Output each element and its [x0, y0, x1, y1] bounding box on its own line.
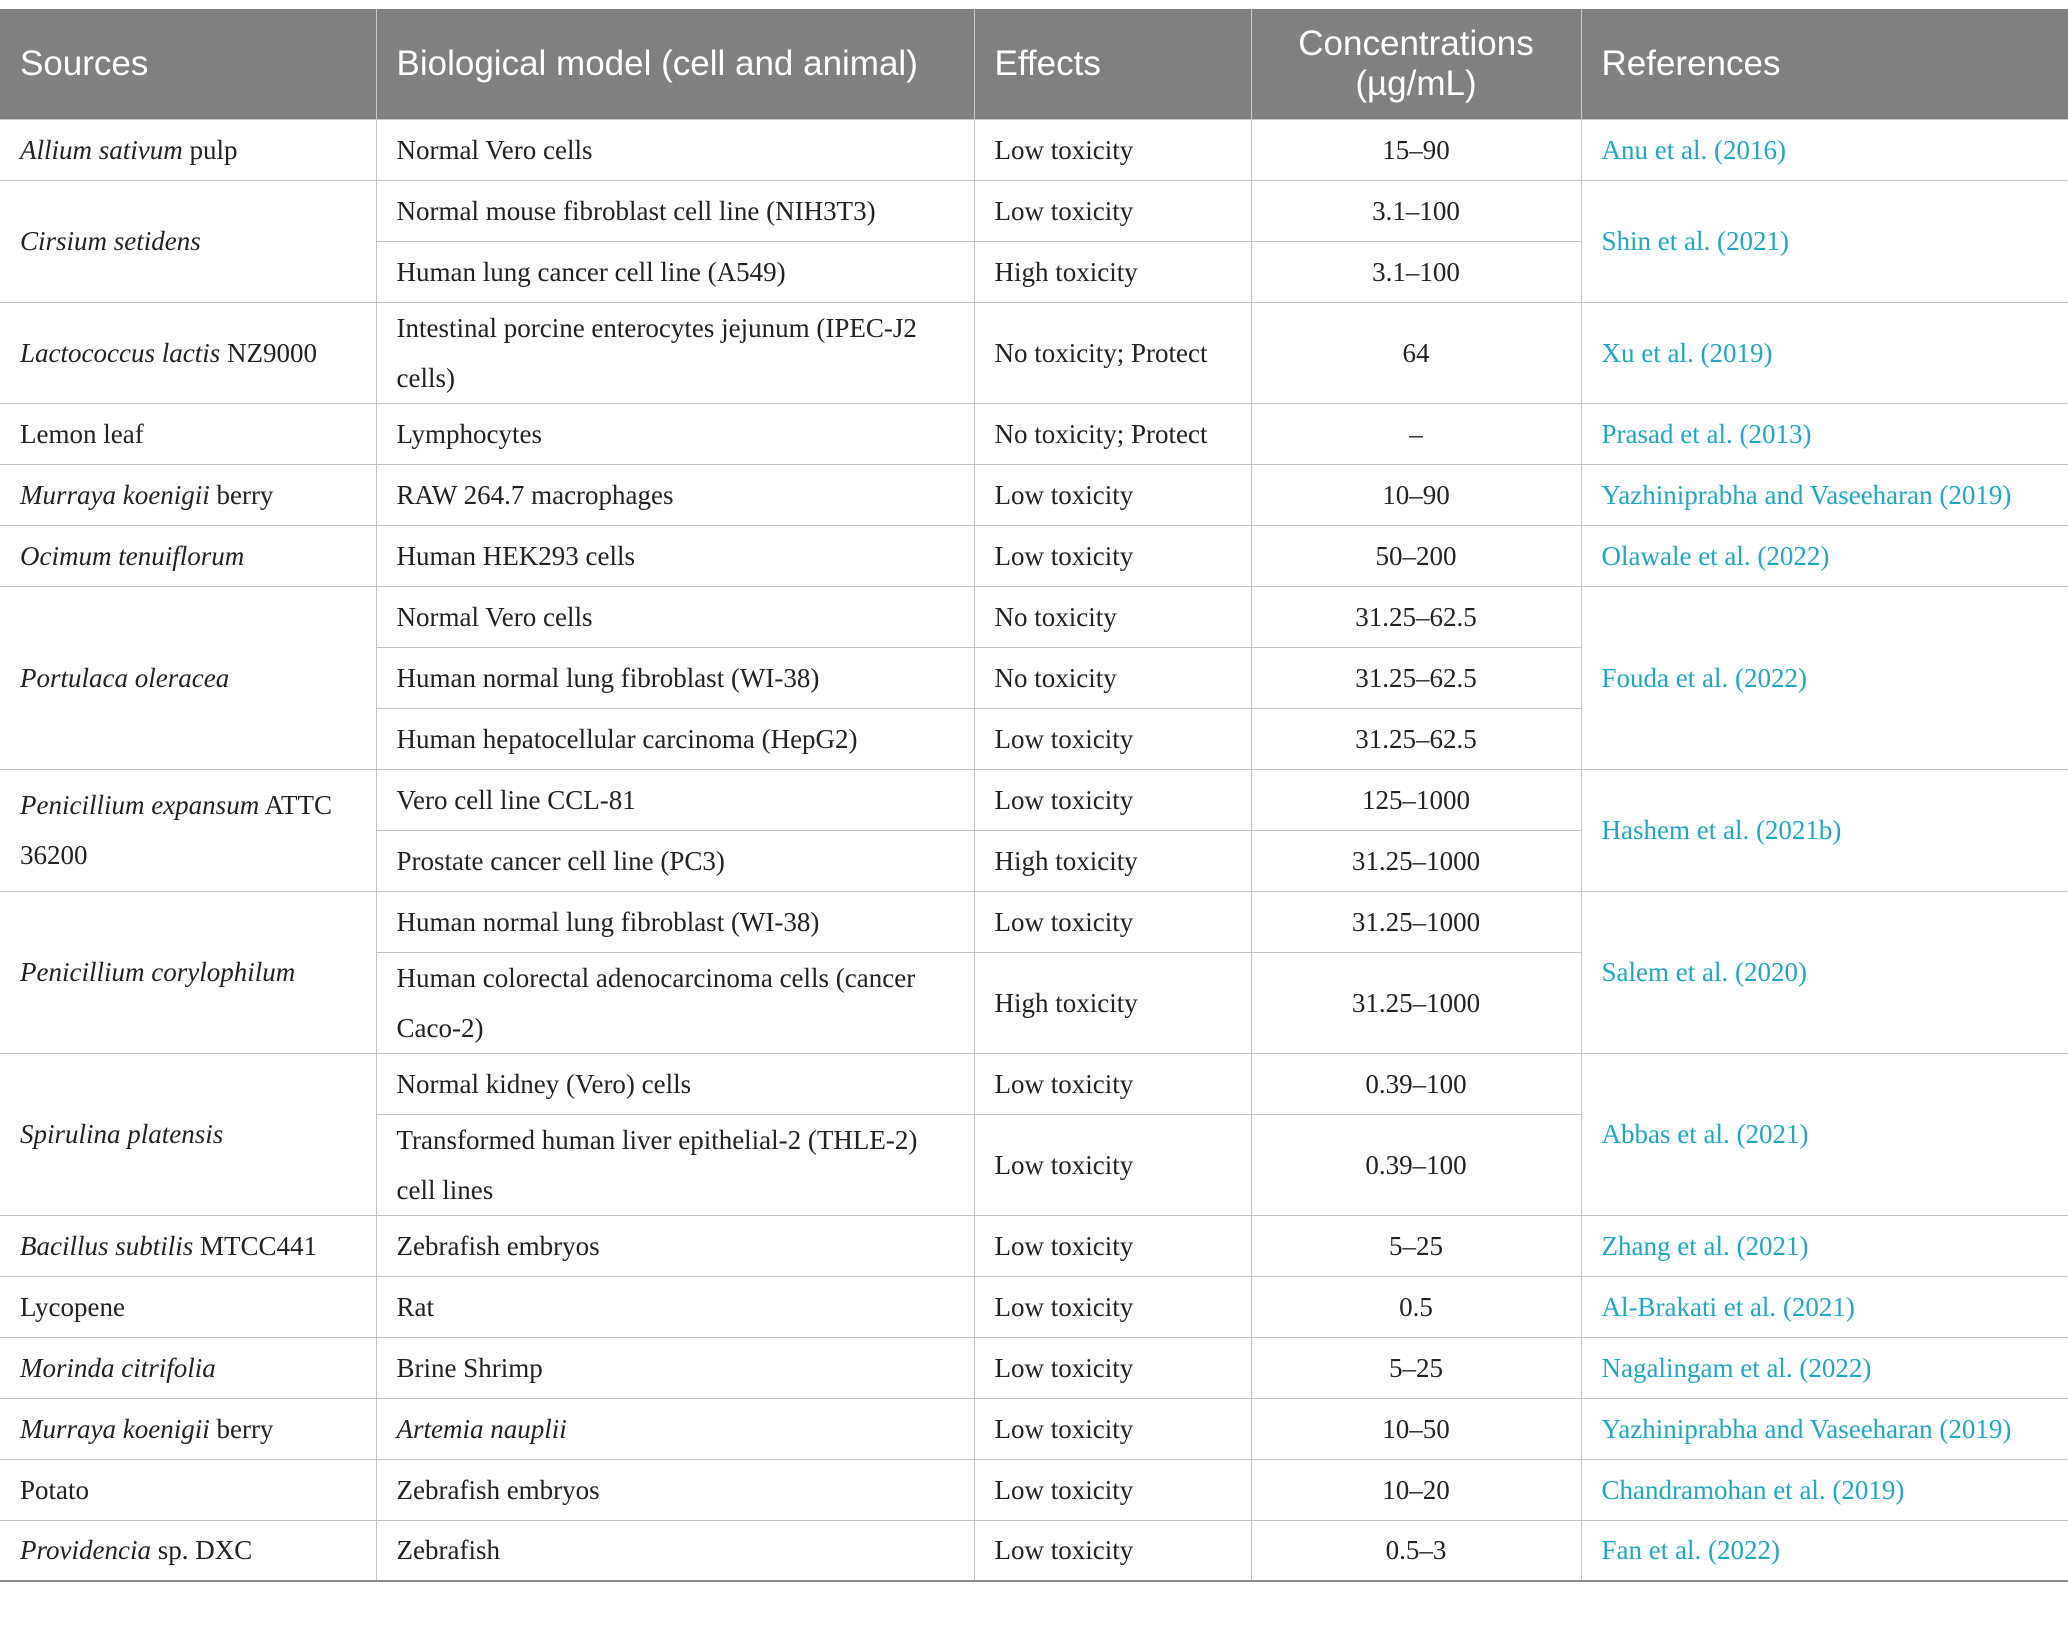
table-row [0, 180, 2068, 241]
model-cell: Intestinal porcine enterocytes jejunum (IPEC-J2 cells) [376, 302, 974, 403]
model-italic: Artemia nauplii [396, 1413, 567, 1444]
effect-cell: Low toxicity [974, 464, 1251, 525]
source-italic: Murraya koenigii [20, 1413, 210, 1444]
reference-link[interactable]: Abbas et al. (2021) [1581, 1053, 2068, 1215]
source-cell [0, 119, 376, 180]
model-cell: Human hepatocellular carcinoma (HepG2) [376, 708, 974, 769]
source-cell [0, 1459, 376, 1520]
model-cell: RAW 264.7 macrophages [376, 464, 974, 525]
header-row [0, 9, 2068, 119]
effect-cell: Low toxicity [974, 891, 1251, 952]
source-plain: Lemon leaf [20, 418, 144, 449]
effect-cell: Low toxicity [974, 769, 1251, 830]
effect-cell: Low toxicity [974, 1337, 1251, 1398]
toxicity-table [0, 9, 2068, 1582]
concentration-cell: 31.25–1000 [1251, 891, 1581, 952]
table-row [0, 525, 2068, 586]
source-italic: Portulaca oleracea [20, 662, 230, 693]
effect-cell: Low toxicity [974, 1398, 1251, 1459]
concentration-cell: 31.25–62.5 [1251, 647, 1581, 708]
effect-cell: Low toxicity [974, 1459, 1251, 1520]
source-cell [0, 180, 376, 302]
model-cell: Normal Vero cells [376, 586, 974, 647]
reference-link[interactable]: Prasad et al. (2013) [1581, 403, 2068, 464]
model-cell: Transformed human liver epithelial-2 (THLE-2) cell lines [376, 1114, 974, 1215]
concentration-cell: 31.25–1000 [1251, 952, 1581, 1053]
reference-link[interactable]: Yazhiniprabha and Vaseeharan (2019) [1581, 464, 2068, 525]
model-cell: Human normal lung fibroblast (WI-38) [376, 647, 974, 708]
effect-cell: High toxicity [974, 830, 1251, 891]
reference-link[interactable]: Fan et al. (2022) [1581, 1520, 2068, 1581]
effect-cell: Low toxicity [974, 708, 1251, 769]
concentration-cell: 5–25 [1251, 1337, 1581, 1398]
source-cell [0, 1337, 376, 1398]
effect-cell: No toxicity; Protect [974, 403, 1251, 464]
table-row [0, 1053, 2068, 1114]
table-row [0, 1337, 2068, 1398]
effect-cell: No toxicity [974, 647, 1251, 708]
source-cell [0, 1520, 376, 1581]
concentration-cell: 0.5–3 [1251, 1520, 1581, 1581]
source-cell [0, 302, 376, 403]
model-cell: Zebrafish embryos [376, 1459, 974, 1520]
model-cell: Prostate cancer cell line (PC3) [376, 830, 974, 891]
header-biological-model: Biological model (cell and animal) [376, 9, 974, 119]
table-row [0, 769, 2068, 830]
source-italic: Bacillus subtilis [20, 1230, 194, 1261]
concentration-cell: 31.25–62.5 [1251, 708, 1581, 769]
model-cell: Normal kidney (Vero) cells [376, 1053, 974, 1114]
reference-link[interactable]: Hashem et al. (2021b) [1581, 769, 2068, 891]
source-plain: sp. DXC [150, 1535, 253, 1566]
effect-cell: Low toxicity [974, 1114, 1251, 1215]
table-row [0, 1520, 2068, 1581]
concentration-cell: 10–90 [1251, 464, 1581, 525]
concentration-cell: 3.1–100 [1251, 180, 1581, 241]
model-cell: Brine Shrimp [376, 1337, 974, 1398]
source-italic: Penicillium corylophilum [20, 957, 296, 987]
source-plain: berry [209, 479, 274, 510]
effect-cell: Low toxicity [974, 1215, 1251, 1276]
source-cell [0, 1215, 376, 1276]
effect-cell: High toxicity [974, 952, 1251, 1053]
source-italic: Murraya koenigii [20, 479, 210, 510]
table-row [0, 119, 2068, 180]
effect-cell: No toxicity; Protect [974, 302, 1251, 403]
concentration-cell: 31.25–62.5 [1251, 586, 1581, 647]
reference-link[interactable]: Fouda et al. (2022) [1581, 586, 2068, 769]
source-italic: Ocimum tenuiflorum [20, 540, 245, 571]
model-cell: Rat [376, 1276, 974, 1337]
source-plain: MTCC441 [193, 1230, 318, 1261]
model-cell [376, 1398, 974, 1459]
source-plain: ATTC 36200 [20, 790, 332, 870]
concentration-cell: 10–20 [1251, 1459, 1581, 1520]
effect-cell: High toxicity [974, 241, 1251, 302]
concentration-cell: 31.25–1000 [1251, 830, 1581, 891]
source-italic: Morinda citrifolia [20, 1352, 216, 1383]
reference-link[interactable]: Anu et al. (2016) [1581, 119, 2068, 180]
table-row [0, 1398, 2068, 1459]
model-cell: Human normal lung fibroblast (WI-38) [376, 891, 974, 952]
concentration-cell: 10–50 [1251, 1398, 1581, 1459]
model-cell: Zebrafish [376, 1520, 974, 1581]
reference-link[interactable]: Nagalingam et al. (2022) [1581, 1337, 2068, 1398]
concentration-cell: 0.39–100 [1251, 1053, 1581, 1114]
source-plain: Potato [20, 1474, 90, 1505]
concentration-cell: 64 [1251, 302, 1581, 403]
header-references: References [1581, 9, 2068, 119]
model-cell: Zebrafish embryos [376, 1215, 974, 1276]
source-cell [0, 1276, 376, 1337]
source-plain: pulp [182, 134, 238, 165]
reference-link[interactable]: Chandramohan et al. (2019) [1581, 1459, 2068, 1520]
source-italic: Spirulina platensis [20, 1119, 224, 1149]
table-row [0, 891, 2068, 952]
concentration-cell: 3.1–100 [1251, 241, 1581, 302]
model-cell: Human lung cancer cell line (A549) [376, 241, 974, 302]
model-cell: Human colorectal adenocarcinoma cells (cancer Caco-2) [376, 952, 974, 1053]
effect-cell: Low toxicity [974, 525, 1251, 586]
model-cell: Vero cell line CCL-81 [376, 769, 974, 830]
table-row [0, 1276, 2068, 1337]
concentration-cell: 50–200 [1251, 525, 1581, 586]
source-italic: Allium sativum [20, 134, 183, 165]
reference-link[interactable]: Olawale et al. (2022) [1581, 525, 2068, 586]
source-cell [0, 586, 376, 769]
effect-cell: Low toxicity [974, 1053, 1251, 1114]
reference-link[interactable]: Al-Brakati et al. (2021) [1581, 1276, 2068, 1337]
table-row [0, 403, 2068, 464]
source-cell [0, 403, 376, 464]
effect-cell: Low toxicity [974, 119, 1251, 180]
source-cell [0, 891, 376, 1053]
source-cell [0, 525, 376, 586]
source-plain: Lycopene [20, 1291, 125, 1322]
table-row [0, 302, 2068, 403]
reference-link[interactable]: Salem et al. (2020) [1581, 891, 2068, 1053]
source-italic: Providencia [20, 1535, 151, 1566]
reference-link[interactable]: Zhang et al. (2021) [1581, 1215, 2068, 1276]
table-row [0, 464, 2068, 525]
concentration-cell: 125–1000 [1251, 769, 1581, 830]
reference-link[interactable]: Yazhiniprabha and Vaseeharan (2019) [1581, 1398, 2068, 1459]
source-cell [0, 1398, 376, 1459]
reference-link[interactable]: Shin et al. (2021) [1581, 180, 2068, 302]
effect-cell: Low toxicity [974, 1276, 1251, 1337]
source-cell [0, 1053, 376, 1215]
effect-cell: No toxicity [974, 586, 1251, 647]
model-cell: Lymphocytes [376, 403, 974, 464]
concentration-cell: 0.39–100 [1251, 1114, 1581, 1215]
source-cell [0, 769, 376, 891]
table-row [0, 1459, 2068, 1520]
header-sources: Sources [0, 9, 376, 119]
source-plain: berry [209, 1413, 274, 1444]
source-cell [0, 464, 376, 525]
reference-link[interactable]: Xu et al. (2019) [1581, 302, 2068, 403]
header-concentrations: Concentrations (µg/mL) [1251, 9, 1581, 119]
table-row [0, 586, 2068, 647]
effect-cell: Low toxicity [974, 180, 1251, 241]
concentration-cell: – [1251, 403, 1581, 464]
table-row [0, 1215, 2068, 1276]
effect-cell: Low toxicity [974, 1520, 1251, 1581]
concentration-cell: 15–90 [1251, 119, 1581, 180]
source-plain: NZ9000 [220, 337, 317, 368]
header-effects: Effects [974, 9, 1251, 119]
source-italic: Cirsium setidens [20, 226, 201, 256]
concentration-cell: 5–25 [1251, 1215, 1581, 1276]
model-cell: Normal Vero cells [376, 119, 974, 180]
model-cell: Normal mouse fibroblast cell line (NIH3T3) [376, 180, 974, 241]
concentration-cell: 0.5 [1251, 1276, 1581, 1337]
source-italic: Penicillium expansum [20, 790, 260, 820]
model-cell: Human HEK293 cells [376, 525, 974, 586]
source-italic: Lactococcus lactis [20, 337, 221, 368]
